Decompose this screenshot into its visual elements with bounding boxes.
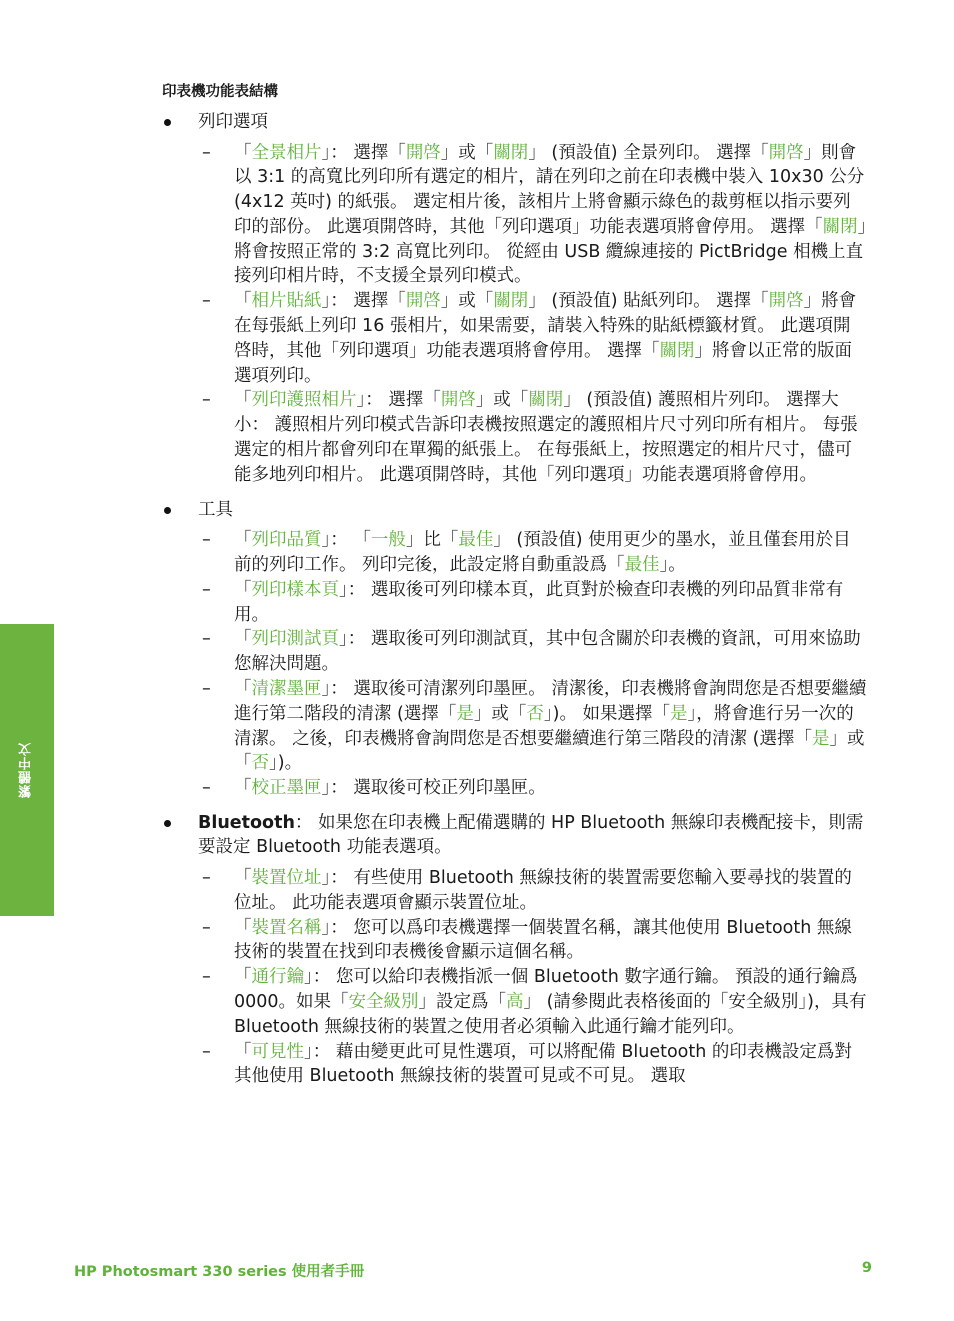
bullet-dot-icon xyxy=(164,119,171,126)
page-number: 9 xyxy=(861,1260,872,1276)
menu-option-item xyxy=(162,916,867,966)
option-keyword: 最佳 xyxy=(624,554,660,575)
menu-option-item xyxy=(162,528,867,578)
option-keyword: 列印護照相片 xyxy=(251,390,357,411)
page-footer xyxy=(74,1260,872,1281)
dash-icon: – xyxy=(202,629,211,650)
dash-icon: – xyxy=(202,867,211,888)
option-keyword: 關閉 xyxy=(493,291,529,312)
menu-option-list xyxy=(162,866,867,1089)
option-keyword: 清潔墨匣 xyxy=(251,678,322,699)
option-keyword: 關閉 xyxy=(822,216,858,237)
menu-option-text: 「可見性」： 藉由變更此可見性選項，可以將配備 Bluetooth 的印表機設定爲對其他使用 Bluetooth 無線技術的裝置可見或不可見。 選取 xyxy=(234,1041,852,1087)
dash-icon: – xyxy=(202,778,211,799)
menu-option-text: 「通行鑰」： 您可以給印表機指派一個 Bluetooth 數字通行鑰。 預設的通行鑰爲 0000。如果「安全級別」設定爲「高」 (請參閱此表格後面的「安全級別」)，具有 Bluetooth 無線技術的裝置之使用者必須輸入此通行鑰才能列印。 xyxy=(234,967,867,1037)
menu-option-item xyxy=(162,578,867,628)
bullet-list xyxy=(162,110,867,1089)
option-keyword: 關閉 xyxy=(493,142,529,163)
option-keyword: 否 xyxy=(251,753,269,774)
dash-icon: – xyxy=(202,917,211,938)
menu-option-text: 「列印樣本頁」： 選取後可列印樣本頁，此頁對於檢查印表機的列印品質非常有用。 xyxy=(234,579,844,625)
option-keyword: 全景相片 xyxy=(251,142,322,163)
option-keyword: 可見性 xyxy=(251,1041,304,1062)
menu-option-text: 「列印測試頁」： 選取後可列印測試頁，其中包含關於印表機的資訊，可用來協助您解決問題。 xyxy=(234,629,861,675)
menu-option-list xyxy=(162,141,867,488)
menu-option-item xyxy=(162,141,867,290)
menu-section xyxy=(162,110,867,135)
menu-section-description: ： 如果您在印表機上配備選購的 HP Bluetooth 無線印表機配接卡，則需要設定 Bluetooth 功能表選項。 xyxy=(198,812,864,858)
option-keyword: 列印測試頁 xyxy=(251,629,339,650)
option-keyword: 否 xyxy=(526,703,544,724)
option-keyword: 裝置名稱 xyxy=(251,917,322,938)
option-keyword: 相片貼紙 xyxy=(251,291,322,312)
menu-section-label: Bluetooth xyxy=(198,812,295,833)
menu-option-text: 「清潔墨匣」： 選取後可清潔列印墨匣。 清潔後，印表機將會詢問您是否想要繼續進行第二階段的清潔 (選擇「是」或「否」)。 如果選擇「是」，將會進行另一次的清潔。 之後，印表機將會詢問您是否想要繼續進行第三階段的清潔 (選擇「是」或「否」)。 xyxy=(234,678,867,774)
option-keyword: 開啓 xyxy=(768,142,804,163)
menu-option-text: 「全景相片」： 選擇「開啓」或「關閉」 (預設值) 全景列印。 選擇「開啓」則會以 3:1 的高寬比列印所有選定的相片，請在列印之前在印表機中裝入 10x30 公分 (4x12 英吋) 的紙張。 選定相片後，該相片上將會顯示綠色的裁剪框以指示要列印的部份。 此選項開啓時，其他「列印選項」功能表選項將會停用。 選擇「關閉」將會按照正常的 3:2 高寬比列印。 從經由 USB 纜線連接的 PictBridge 相機上直接列印相片時，不支援全景列印模式。 xyxy=(234,142,867,287)
dash-icon: – xyxy=(202,579,211,600)
dash-icon: – xyxy=(202,390,211,411)
option-keyword: 開啓 xyxy=(768,291,804,312)
language-tab-label: 繁體中文 xyxy=(19,742,34,798)
dash-icon: – xyxy=(202,291,211,312)
section-title: 印表機功能表結構 xyxy=(162,84,278,100)
menu-section-heading xyxy=(198,498,867,523)
option-keyword: 校正墨匣 xyxy=(251,778,322,799)
language-side-tab xyxy=(0,624,54,916)
menu-section-label: 工具 xyxy=(198,499,233,520)
option-keyword: 關閉 xyxy=(659,340,695,361)
option-keyword: 開啓 xyxy=(440,390,476,411)
option-keyword: 是 xyxy=(456,703,474,724)
option-keyword: 列印品質 xyxy=(251,530,322,551)
menu-option-item xyxy=(162,1040,867,1090)
menu-option-item xyxy=(162,866,867,916)
menu-option-text: 「校正墨匣」： 選取後可校正列印墨匣。 xyxy=(234,778,546,799)
footer-title: HP Photosmart 330 series 使用者手冊 xyxy=(74,1264,365,1280)
option-keyword: 高 xyxy=(506,991,524,1012)
dash-icon: – xyxy=(202,1041,211,1062)
option-keyword: 一般 xyxy=(370,530,406,551)
dash-icon: – xyxy=(202,530,211,551)
option-keyword: 安全級別 xyxy=(348,991,419,1012)
page-content xyxy=(162,80,867,1099)
menu-option-item xyxy=(162,627,867,677)
option-keyword: 開啓 xyxy=(405,291,441,312)
menu-option-item xyxy=(162,388,867,487)
menu-option-item xyxy=(162,677,867,776)
dash-icon: – xyxy=(202,678,211,699)
option-keyword: 是 xyxy=(811,728,830,749)
menu-option-text: 「列印護照相片」： 選擇「開啓」或「關閉」 (預設值) 護照相片列印。 選擇大小： 護照相片列印模式告訴印表機按照選定的護照相片尺寸列印所有相片。 每張選定的相片都會列印在單獨的紙張上。 在每張紙上，按照選定的相片尺寸，儘可能多地列印相片。 此選項開啓時，其他「列印選項」功能表選項將會停用。 xyxy=(234,390,858,485)
dash-icon: – xyxy=(202,142,211,163)
bullet-dot-icon xyxy=(164,820,171,827)
option-keyword: 裝置位址 xyxy=(251,867,322,888)
menu-option-item xyxy=(162,965,867,1039)
menu-section xyxy=(162,811,867,860)
bullet-dot-icon xyxy=(164,507,171,514)
option-keyword: 開啓 xyxy=(405,142,441,163)
menu-section xyxy=(162,498,867,523)
menu-option-list xyxy=(162,528,867,801)
menu-option-item xyxy=(162,289,867,388)
option-keyword: 是 xyxy=(670,703,688,724)
menu-option-item xyxy=(162,776,867,801)
option-keyword: 通行鑰 xyxy=(251,967,304,988)
menu-option-text: 「相片貼紙」： 選擇「開啓」或「關閉」 (預設值) 貼紙列印。 選擇「開啓」將會在每張紙上列印 16 張相片，如果需要，請裝入特殊的貼紙標籤材質。 此選項開啓時，其他「列印選項」功能表選項將會停用。 選擇「關閉」將會以正常的版面選項列印。 xyxy=(234,291,857,386)
menu-section-heading xyxy=(198,811,867,860)
menu-option-text: 「裝置位址」： 有些使用 Bluetooth 無線技術的裝置需要您輸入要尋找的裝置的位址。 此功能表選項會顯示裝置位址。 xyxy=(234,867,852,913)
menu-option-text: 「列印品質」： 「一般」比「最佳」 (預設值) 使用更少的墨水，並且僅套用於目前的列印工作。 列印完後，此設定將自動重設爲「最佳」。 xyxy=(234,530,851,575)
option-keyword: 關閉 xyxy=(528,390,564,411)
menu-section-label: 列印選項 xyxy=(198,112,268,132)
dash-icon: – xyxy=(202,967,211,988)
menu-section-heading xyxy=(198,110,867,135)
option-keyword: 最佳 xyxy=(458,530,494,551)
menu-option-text: 「裝置名稱」： 您可以爲印表機選擇一個裝置名稱，讓其他使用 Bluetooth 無線技術的裝置在找到印表機後會顯示這個名稱。 xyxy=(234,917,852,963)
option-keyword: 列印樣本頁 xyxy=(251,579,339,600)
